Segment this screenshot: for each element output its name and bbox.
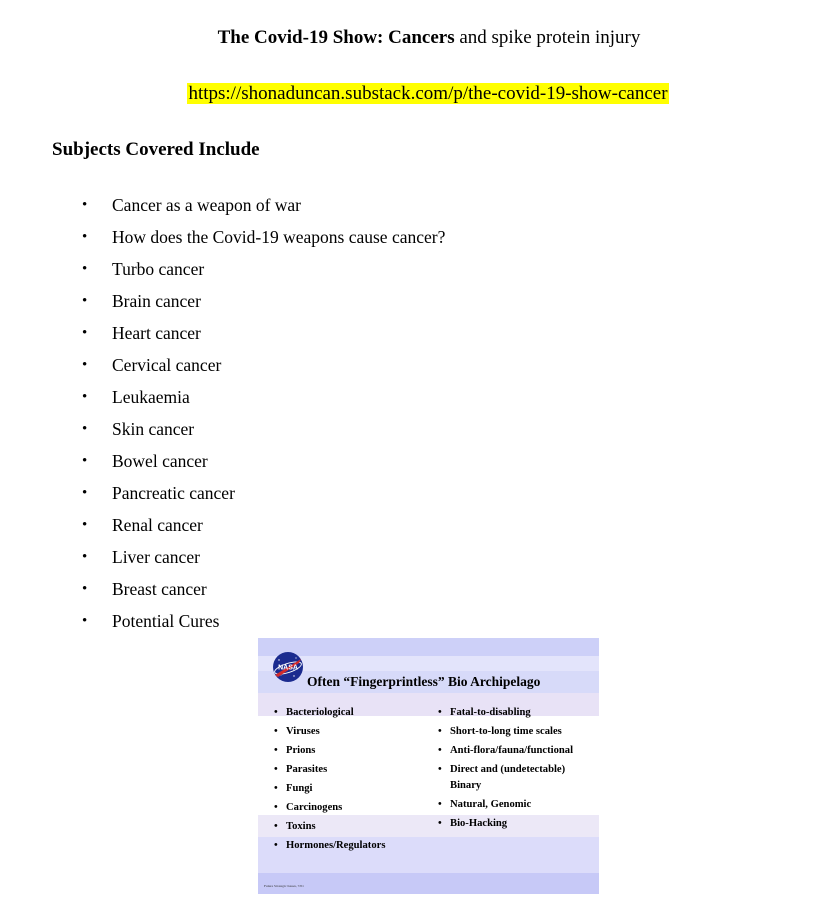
document-title	[0, 27, 823, 49]
topic-label: Renal cancer	[112, 515, 203, 535]
slide-title: Often “Fingerprintless” Bio Archipelago	[307, 674, 541, 689]
document-title-bold: The Covid-19 Show: Cancers	[217, 27, 455, 48]
source-link[interactable]: https://shonaduncan.substack.com/p/the-covid-19-show-cancer	[188, 83, 668, 104]
slide-left-list	[274, 705, 424, 857]
slide-list-item: • Hormones/Regulators	[274, 838, 424, 854]
topic-label: Bowel cancer	[112, 451, 208, 471]
slide-list-item: • Direct and (undetectable) Binary	[438, 762, 598, 794]
slide-band	[258, 873, 599, 894]
bullet-icon: •	[82, 261, 88, 277]
bullet-icon: •	[82, 549, 88, 565]
bullet-icon: •	[82, 325, 88, 341]
slide-list-item: • Viruses	[274, 724, 424, 740]
topic-label: Liver cancer	[112, 547, 200, 567]
slide-list-item: • Toxins	[274, 819, 424, 835]
bullet-icon: •	[82, 389, 88, 405]
nasa-logo-text: NASA	[278, 664, 298, 672]
source-link-line	[0, 83, 823, 105]
slide-list-item: • Bacteriological	[274, 705, 424, 721]
topic-label: Leukaemia	[112, 387, 190, 407]
bullet-icon: •	[82, 581, 88, 597]
slide-band	[258, 656, 599, 671]
topic-label: Turbo cancer	[112, 259, 205, 279]
slide-list-item: • Prions	[274, 743, 424, 759]
embedded-slide-image	[258, 638, 599, 894]
topic-label: Pancreatic cancer	[112, 483, 235, 503]
slide-list-item: • Natural, Genomic	[438, 797, 598, 813]
slide-list-item: • Fungi	[274, 781, 424, 797]
topic-label: Heart cancer	[112, 323, 201, 343]
slide-band	[258, 638, 599, 656]
bullet-icon: •	[82, 485, 88, 501]
topic-label: How does the Covid-19 weapons cause cancer?	[112, 227, 446, 247]
bullet-icon: •	[82, 357, 88, 373]
topic-label: Breast cancer	[112, 579, 207, 599]
nasa-logo-icon	[272, 651, 304, 683]
topic-label: Cervical cancer	[112, 355, 222, 375]
bullet-icon: •	[82, 229, 88, 245]
topic-label: Brain cancer	[112, 291, 201, 311]
bullet-icon: •	[82, 421, 88, 437]
slide-list-item: • Anti-flora/fauna/functional	[438, 743, 598, 759]
slide-list-item: • Fatal-to-disabling	[438, 705, 598, 721]
slide-list-item: • Carcinogens	[274, 800, 424, 816]
bullet-icon: •	[82, 517, 88, 533]
topic-label: Skin cancer	[112, 419, 195, 439]
subjects-heading: Subjects Covered Include	[52, 139, 260, 160]
topic-label: Cancer as a weapon of war	[112, 195, 302, 215]
document-title-rest: and spike protein injury	[454, 27, 641, 48]
topic-label: Potential Cures	[112, 611, 220, 631]
bullet-icon: •	[82, 197, 88, 213]
slide-list-item: • Bio-Hacking	[438, 816, 598, 832]
bullet-icon: •	[82, 453, 88, 469]
bullet-icon: •	[82, 613, 88, 629]
slide-footer: Future Strategic Issues, 7/01	[264, 884, 304, 888]
slide-list-item: • Parasites	[274, 762, 424, 778]
slide-list-item: • Short-to-long time scales	[438, 724, 598, 740]
bullet-icon: •	[82, 293, 88, 309]
slide-right-list	[438, 705, 598, 835]
